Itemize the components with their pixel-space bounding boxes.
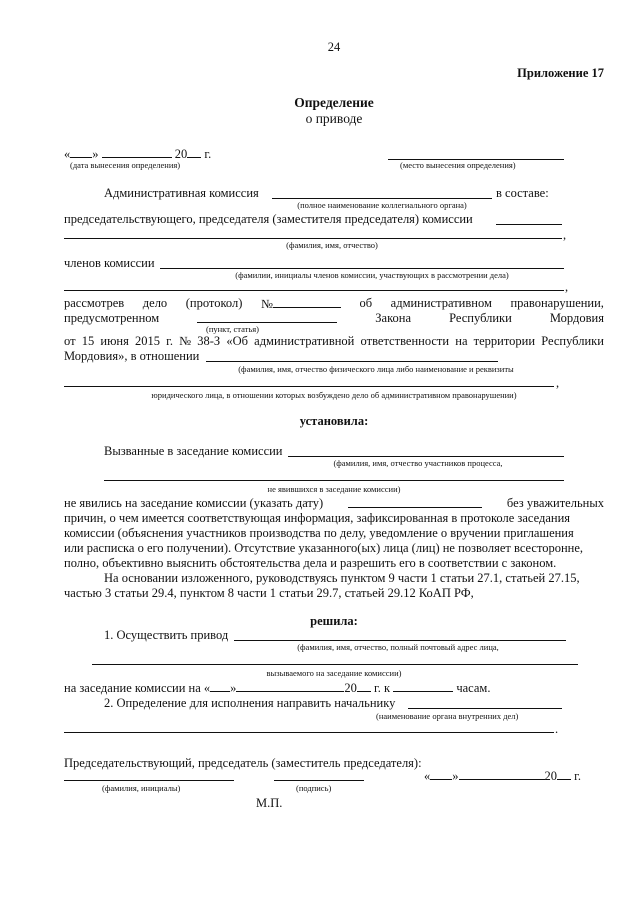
fio-hint: (фамилия, имя, отчество)	[286, 240, 378, 250]
document-subtitle: о приводе	[305, 111, 363, 126]
in-composition-label: в составе:	[496, 186, 549, 200]
decision-date-field[interactable]: « » 20 г.	[64, 147, 212, 161]
summoned-field-b[interactable]	[104, 480, 564, 481]
chair-label: председательствующего, председателя (заместителя председателя) комиссии	[64, 212, 473, 226]
provided-line: предусмотренном Закона Республики Мордовия	[64, 311, 604, 325]
paragraph-line-5: полно, объективно выяснить обстоятельства дела и разрешить его в соответствии с законом.	[64, 556, 557, 570]
page-number: 24	[327, 40, 341, 54]
date-hint: (дата вынесения определения)	[70, 160, 181, 170]
signature-hint: (подпись)	[296, 783, 332, 793]
person-field-a[interactable]	[206, 361, 498, 362]
chairman-label: Председательствующий, председатель (заместитель председателя):	[64, 756, 422, 770]
established-heading: установила:	[299, 414, 369, 428]
item-1-label: 1. Осуществить привод	[104, 628, 229, 642]
paragraph-line-6: На основании изложенного, руководствуясь пунктом 9 части 1 статьи 27.1, статьей 27.15,	[104, 571, 580, 585]
not-appeared-line: не явились на заседание комиссии (указать дату) без уважительных	[64, 496, 604, 510]
point-hint: (пункт, статья)	[206, 324, 259, 334]
police-chief-field-b[interactable]	[64, 732, 554, 733]
members-field-a[interactable]	[160, 268, 564, 269]
considered-line: рассмотрев дело (протокол) № об административном правонарушении,	[64, 296, 604, 311]
police-hint: (наименование органа внутренних дел)	[376, 711, 519, 721]
paragraph-line-7: частью 3 статьи 29.4, пунктом 8 части 1 статьи 29.7, статьей 29.12 КоАП РФ,	[64, 586, 474, 600]
initials-hint: (фамилия, инициалы)	[102, 783, 181, 793]
signature-date-field[interactable]: « » 20 г.	[424, 769, 581, 783]
commission-label: Административная комиссия	[104, 186, 259, 200]
stamp-place-label: М.П.	[256, 796, 283, 810]
paragraph-line-2: причин, о чем имеется соответствующая информация, зафиксированная в протоколе заседания	[64, 511, 571, 525]
item-2-label: 2. Определение для исполнения направить начальнику	[104, 696, 396, 710]
chairman-initials-field[interactable]	[64, 780, 234, 781]
person-hint-1: (фамилия, имя, отчество физического лица либо наименование и реквизиты	[238, 364, 514, 374]
document-title: Определение	[294, 95, 374, 110]
chair-field-b[interactable]	[64, 238, 562, 239]
members-field-b[interactable]	[64, 290, 564, 291]
place-hint: (место вынесения определения)	[400, 160, 516, 170]
org-hint: (полное наименование коллегиального органа)	[297, 200, 467, 210]
chair-field-a[interactable]	[496, 224, 562, 225]
commission-name-field[interactable]	[272, 198, 492, 199]
appendix-label: Приложение 17	[517, 66, 604, 80]
police-chief-field-a[interactable]	[408, 708, 562, 709]
chairman-signature-field[interactable]	[274, 780, 364, 781]
participants-hint-2: не явившихся в заседание комиссии)	[267, 484, 401, 494]
summoned-field-a[interactable]	[288, 456, 564, 457]
addr-hint-2: вызываемого на заседание комиссии)	[266, 668, 402, 678]
addr-hint-1: (фамилия, имя, отчество, полный почтовый адрес лица,	[297, 642, 499, 652]
person-field-b[interactable]	[64, 386, 554, 387]
members-label: членов комиссии	[64, 256, 155, 270]
mordovia-label: Мордовия», в отношении	[64, 349, 200, 363]
decided-heading: решила:	[310, 614, 358, 628]
members-hint: (фамилии, инициалы членов комиссии, участвующих в рассмотрении дела)	[235, 270, 509, 280]
paragraph-line-3: комиссии (объяснения участников производства по делу, уведомление о вручении приглашения	[64, 526, 574, 540]
person-hint-2: юридического лица, в отношении которых возбуждено дело об административном правонарушении)	[151, 390, 517, 400]
meeting-date-line[interactable]: на заседание комиссии на « » 20 г. к часам.	[64, 681, 491, 695]
escort-person-field-a[interactable]	[234, 640, 566, 641]
participants-hint-1: (фамилия, имя, отчество участников процесса,	[333, 458, 503, 468]
summoned-label: Вызванные в заседание комиссии	[104, 444, 283, 458]
escort-person-field-b[interactable]	[92, 664, 578, 665]
paragraph-line-4: или расписка о его получении). Отсутствие указанного(ых) лица (лиц) не позволяет всесторонне,	[64, 541, 584, 555]
law-line: от 15 июня 2015 г. № 38-З «Об административной ответственности на территории Республики	[64, 334, 604, 348]
